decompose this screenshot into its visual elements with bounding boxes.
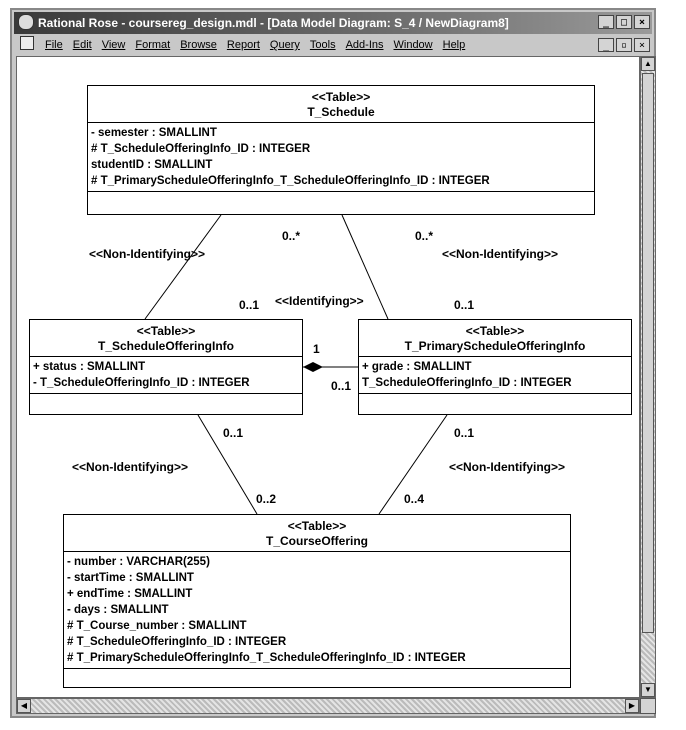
stereotype: <<Table>> — [136, 324, 196, 338]
table-t-course-offering[interactable] — [63, 514, 571, 688]
menu-tools[interactable]: Tools — [309, 39, 336, 51]
doc-restore-button[interactable]: ▫ — [616, 38, 632, 52]
attribute[interactable]: studentID : SMALLINT — [91, 159, 213, 171]
mult-sched-soi-top: 0..* — [282, 229, 301, 243]
attribute-list — [359, 357, 631, 394]
table-name: T_Schedule — [307, 105, 375, 119]
attribute[interactable]: + grade : SMALLINT — [362, 361, 472, 373]
attribute-list — [30, 357, 302, 394]
operations-compartment — [359, 394, 631, 406]
table-name: T_CourseOffering — [265, 534, 368, 548]
menu-query[interactable]: Query — [269, 39, 300, 51]
table-header — [359, 320, 631, 357]
stereotype: <<Table>> — [311, 90, 371, 104]
table-t-schedule[interactable] — [87, 85, 595, 215]
mult-soi-co-bottom: 0..2 — [256, 492, 277, 506]
mult-sched-psoi-top: 0..* — [415, 229, 434, 243]
attribute[interactable]: - semester : SMALLINT — [91, 127, 217, 139]
scroll-left-icon[interactable]: ◀ — [17, 699, 31, 713]
attribute[interactable]: # T_PrimaryScheduleOfferingInfo_T_ScheduleOfferingInfo_ID : INTEGER — [91, 175, 490, 187]
stereotype: <<Table>> — [465, 324, 525, 338]
window-title: Rational Rose - coursereg_design.mdl - [Data Model Diagram: S_4 / NewDiagram8] — [38, 16, 509, 30]
table-name: T_PrimaryScheduleOfferingInfo — [404, 339, 586, 353]
mult-soi-co-top: 0..1 — [223, 426, 244, 440]
minimize-button[interactable]: _ — [598, 15, 614, 29]
attribute[interactable]: - startTime : SMALLINT — [67, 572, 194, 584]
application-window — [10, 8, 656, 718]
resize-grip[interactable] — [640, 698, 656, 714]
mult-psoi-co-top: 0..1 — [454, 426, 475, 440]
table-name: T_ScheduleOfferingInfo — [97, 339, 234, 353]
scroll-right-icon[interactable]: ▶ — [625, 699, 639, 713]
horizontal-scrollbar[interactable] — [16, 698, 640, 714]
operations-compartment — [64, 669, 570, 681]
mult-identifying-left: 1 — [313, 342, 320, 356]
attribute[interactable]: # T_PrimaryScheduleOfferingInfo_T_ScheduleOfferingInfo_ID : INTEGER — [67, 652, 466, 664]
relationship-line-sched-soi — [145, 215, 221, 319]
menu-add-ins[interactable]: Add-Ins — [345, 39, 384, 51]
mult-identifying-right: 0..1 — [331, 379, 352, 393]
table-t-primary-schedule-offering-info[interactable] — [358, 319, 632, 415]
menu-report[interactable]: Report — [226, 39, 260, 51]
attribute[interactable]: # T_ScheduleOfferingInfo_ID : INTEGER — [91, 143, 311, 155]
table-header — [64, 515, 570, 552]
operations-compartment — [30, 394, 302, 406]
table-t-schedule-offering-info[interactable] — [29, 319, 303, 415]
mult-sched-soi-bottom: 0..1 — [239, 298, 260, 312]
attribute[interactable]: + status : SMALLINT — [33, 361, 146, 373]
maximize-button[interactable]: □ — [616, 15, 632, 29]
composition-diamond — [303, 362, 323, 372]
menu-help[interactable]: Help — [442, 39, 466, 51]
label-soi-co: <<Non-Identifying>> — [72, 460, 189, 474]
attribute-list — [64, 552, 570, 669]
table-header — [88, 86, 594, 123]
vertical-scrollbar[interactable] — [640, 56, 656, 698]
table-header — [30, 320, 302, 357]
stereotype: <<Table>> — [287, 519, 347, 533]
scroll-down-icon[interactable]: ▼ — [641, 683, 655, 697]
label-psoi-co: <<Non-Identifying>> — [449, 460, 566, 474]
vertical-scroll-thumb[interactable] — [642, 73, 654, 633]
doc-close-button[interactable]: × — [634, 38, 650, 52]
menu-window[interactable]: Window — [393, 39, 433, 51]
attribute[interactable]: - number : VARCHAR(255) — [67, 556, 210, 568]
title-bar — [14, 12, 652, 34]
attribute[interactable]: + endTime : SMALLINT — [67, 588, 193, 600]
menu-browse[interactable]: Browse — [180, 39, 217, 51]
menu-format[interactable]: Format — [135, 39, 171, 51]
attribute[interactable]: # T_ScheduleOfferingInfo_ID : INTEGER — [67, 636, 287, 648]
label-sched-soi: <<Non-Identifying>> — [89, 247, 206, 261]
attribute[interactable]: - days : SMALLINT — [67, 604, 169, 616]
menu-file[interactable]: File — [45, 39, 63, 51]
attribute-list — [88, 123, 594, 192]
mult-sched-psoi-bottom: 0..1 — [454, 298, 475, 312]
doc-minimize-button[interactable]: _ — [598, 38, 614, 52]
mult-psoi-co-bottom: 0..4 — [404, 492, 425, 506]
diagram-canvas[interactable] — [16, 56, 640, 698]
rational-rose-icon[interactable] — [18, 14, 34, 30]
menu-edit[interactable]: Edit — [72, 39, 92, 51]
close-button[interactable]: × — [634, 15, 650, 29]
attribute[interactable]: - T_ScheduleOfferingInfo_ID : INTEGER — [33, 377, 250, 389]
scroll-up-icon[interactable]: ▲ — [641, 57, 655, 71]
menu-view[interactable]: View — [101, 39, 126, 51]
operations-compartment — [88, 192, 594, 204]
label-sched-psoi: <<Non-Identifying>> — [442, 247, 559, 261]
attribute[interactable]: # T_Course_number : SMALLINT — [67, 620, 247, 632]
menu-bar — [14, 35, 652, 55]
label-identifying: <<Identifying>> — [275, 294, 364, 308]
attribute[interactable]: T_ScheduleOfferingInfo_ID : INTEGER — [362, 377, 572, 389]
document-icon[interactable] — [20, 36, 34, 50]
